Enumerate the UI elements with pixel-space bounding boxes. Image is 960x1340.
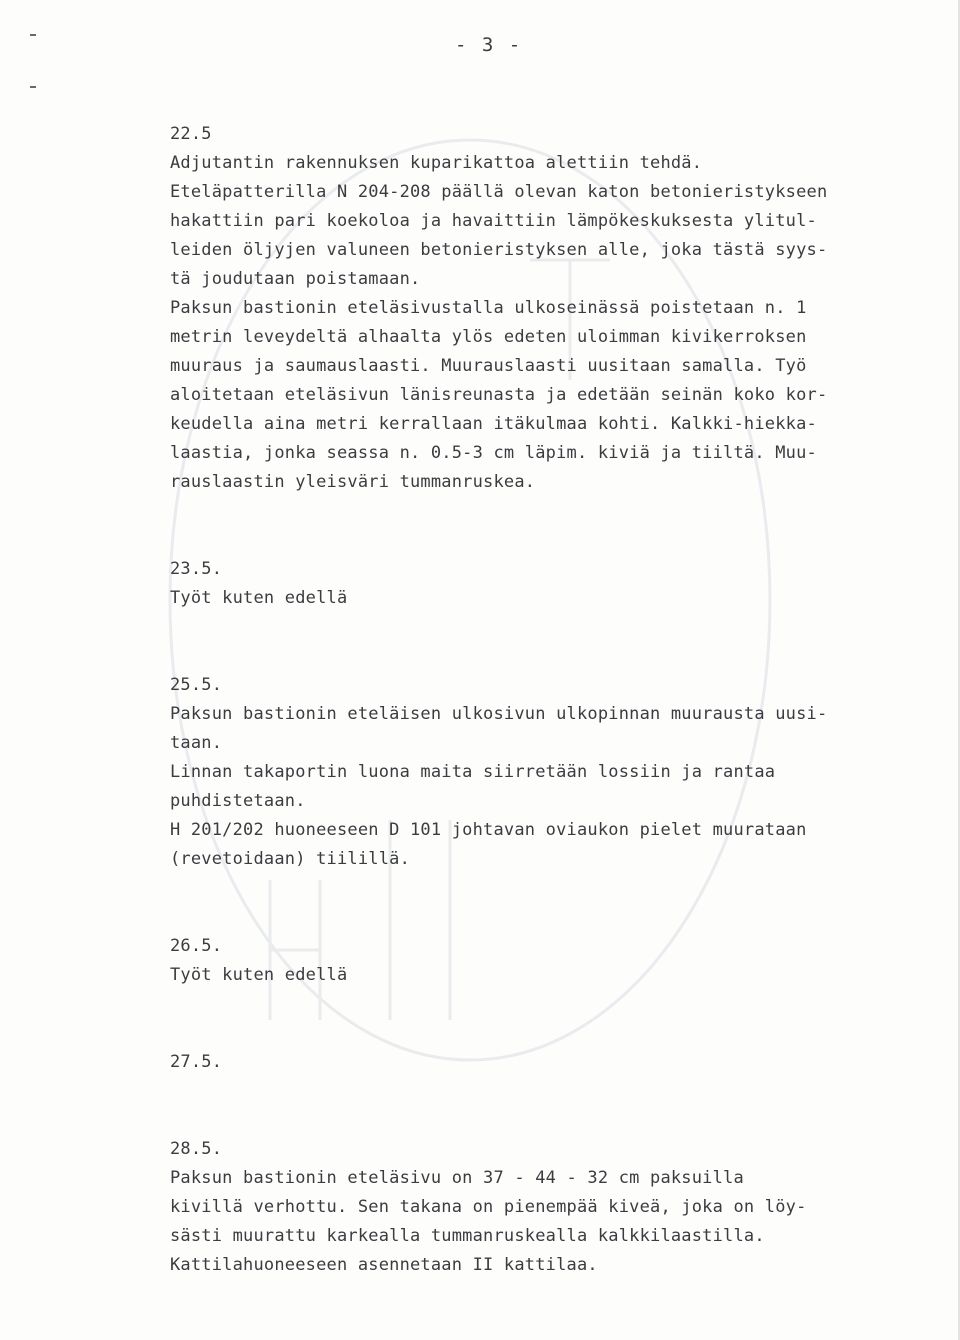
entry-text-line: H 201/202 huoneeseen D 101 johtavan oviaukon pielet muurataan	[170, 820, 807, 840]
diary-entry	[170, 932, 910, 990]
entry-text-line: Adjutantin rakennuksen kuparikattoa alettiin tehdä.	[170, 153, 703, 173]
entry-text-line: sästi muurattu karkealla tummanruskealla kalkkilaastilla.	[170, 1226, 765, 1246]
entry-text-line: Linnan takaportin luona maita siirretään lossiin ja rantaa	[170, 762, 776, 782]
entry-text-line: Eteläpatterilla N 204-208 päällä olevan katon betonieristykseen	[170, 182, 828, 202]
entry-text-line: leiden öljyjen valuneen betonieristyksen alle, joka tästä syys-	[170, 240, 828, 260]
diary-entry	[170, 1048, 910, 1077]
entry-text-line: kivillä verhottu. Sen takana on pienempää kiveä, joka on löy-	[170, 1197, 807, 1217]
diary-entry	[170, 120, 910, 497]
entry-text-line: puhdistetaan.	[170, 791, 306, 811]
entry-text-line: Kattilahuoneeseen asennetaan II kattilaa.	[170, 1255, 598, 1275]
entry-text-line: Työt kuten edellä	[170, 588, 348, 608]
diary-entry	[170, 555, 910, 613]
entry-text-line: hakattiin pari koekoloa ja havaittiin lämpökeskuksesta ylitul-	[170, 211, 817, 231]
entry-text-line: metrin leveydeltä alhaalta ylös edeten uloimman kivikerroksen	[170, 327, 807, 347]
diary-entry	[170, 1135, 910, 1280]
entry-text-line: Paksun bastionin eteläsivu on 37 - 44 - 32 cm paksuilla	[170, 1168, 744, 1188]
entry-text-line: laastia, jonka seassa n. 0.5-3 cm läpim. kiviä ja tiiltä. Muu-	[170, 443, 817, 463]
entry-text-line: keudella aina metri kerrallaan itäkulmaa kohti. Kalkki-hiekka-	[170, 414, 817, 434]
entry-text-line: rauslaastin yleisväri tummanruskea.	[170, 472, 536, 492]
entry-text-line: Paksun bastionin eteläisen ulkosivun ulkopinnan muurausta uusi-	[170, 704, 828, 724]
entry-date: 26.5.	[170, 936, 223, 956]
entry-text-line: tä joudutaan poistamaan.	[170, 269, 421, 289]
entry-text-line: taan.	[170, 733, 223, 753]
entry-text-line: muuraus ja saumauslaasti. Muurauslaasti uusitaan samalla. Työ	[170, 356, 807, 376]
entry-date: 27.5.	[170, 1052, 223, 1072]
diary-entry	[170, 671, 910, 874]
diary-entries	[170, 120, 910, 1280]
entry-date: 28.5.	[170, 1139, 223, 1159]
page-number: - 3 -	[455, 34, 523, 56]
margin-mark	[30, 34, 36, 36]
entry-date: 25.5.	[170, 675, 223, 695]
entry-text-line: aloitetaan eteläsivun länisreunasta ja edetään seinän koko kor-	[170, 385, 828, 405]
entry-text-line: (revetoidaan) tiilillä.	[170, 849, 411, 869]
margin-mark	[30, 86, 36, 88]
entry-date: 23.5.	[170, 559, 223, 579]
entry-text-line: Paksun bastionin eteläsivustalla ulkoseinässä poistetaan n. 1	[170, 298, 807, 318]
entry-text-line: Työt kuten edellä	[170, 965, 348, 985]
entry-date: 22.5	[170, 124, 212, 144]
